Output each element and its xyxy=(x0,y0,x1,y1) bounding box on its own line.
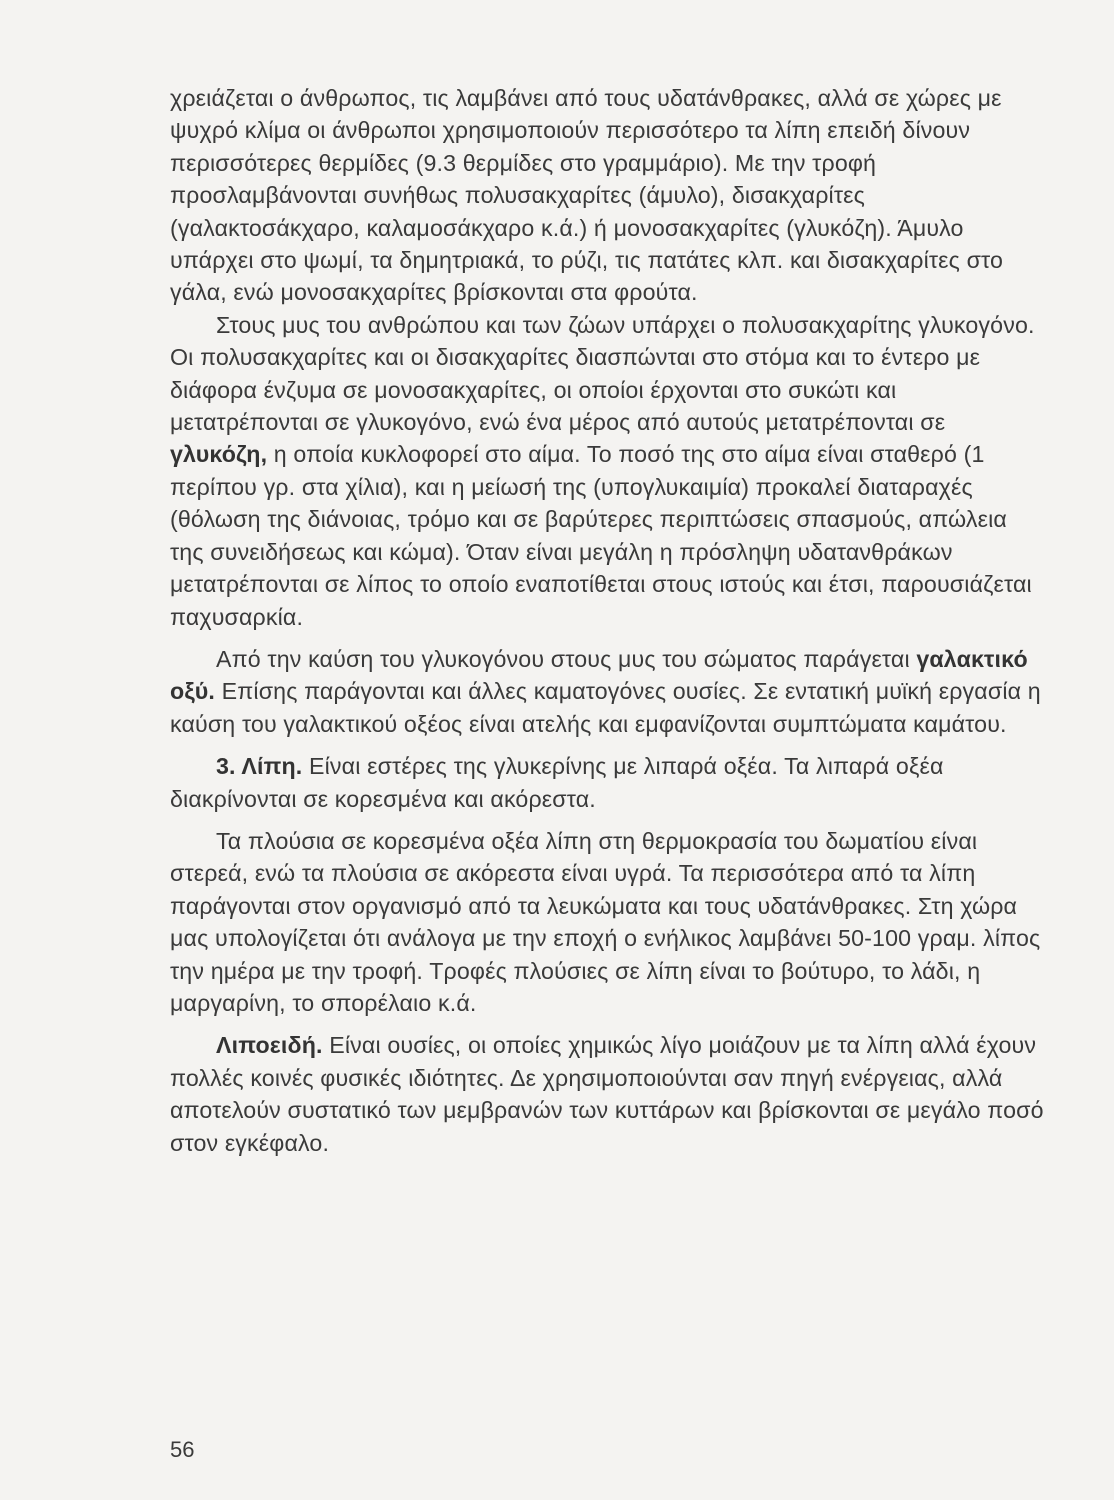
page-number: 56 xyxy=(170,1437,195,1462)
paragraph-glycogen xyxy=(170,309,1046,633)
paragraph-fats xyxy=(170,825,1046,1019)
paragraph-text: χρειάζεται ο άνθρωπος, τις λαμβάνει από τους υδατάνθρακες, αλλά σε χώρες με ψυχρό κλίμα οι άνθρωποι χρησιμοποιούν περισσότερο τα λίπη επειδή δίνουν περισσότερες θερμίδες (9.3 θερμίδες στο γραμμάριο). Με την τροφή προσλαμβάνονται συνήθως πολυσακχαρίτες (άμυλο), δισακχαρίτες (γαλακτοσάκχαρο, καλαμοσάκχαρο κ.ά.) ή μονοσακχαρίτες (γλυκόζη). Άμυλο υπάρχει στο ψωμί, τα δημητριακά, το ρύζι, τις πατάτες κλπ. και δισακχαρίτες στο γάλα, ενώ μονοσακχαρίτες βρίσκονται στα φρούτα. xyxy=(170,85,1004,306)
paragraph-text: Στους μυς του ανθρώπου και των ζώων υπάρχει ο πολυσακχαρίτης γλυκογόνο. Οι πολυσακχαρίτες και οι δισακχαρίτες διασπώνται στο στόμα και το έντερο με διάφορα ένζυμα σε μονοσακχαρίτες, οι οποίοι έρχονται στο συκώτι και μετατρέπονται σε γλυκογόνο, ενώ ένα μέρος από αυτούς μετατρέπονται σε xyxy=(170,311,1035,436)
body-text xyxy=(170,82,1046,1159)
section-heading-fats: 3. Λίπη. xyxy=(216,753,303,780)
paragraph-text: η οποία κυκλοφορεί στο αίμα. Το ποσό της στο αίμα είναι σταθερό (1 περίπου γρ. στα χίλια), και η μείωσή της (υπογλυκαιμία) προκαλεί διαταραχές (θόλωση της διάνοιας, τρόμο και σε βαρύτερες περιπτώσεις σπασμούς, απώλεια της συνειδήσεως και κώμα). Όταν είναι μεγάλη η πρόσληψη υδατανθράκων μετατρέπονται σε λίπος το οποίο εναποτίθεται στους ιστούς και έτσι, παρουσιάζεται παχυσαρκία. xyxy=(170,441,1032,630)
paragraph-text: Είναι εστέρες της γλυκερίνης με λιπαρά οξέα. Τα λιπαρά οξέα διακρίνονται σε κορεσμένα και ακόρεστα. xyxy=(170,753,944,812)
term-lactic-acid: γαλακτικό οξύ. xyxy=(170,645,1028,705)
paragraph-lipoids xyxy=(170,1029,1046,1159)
term-lipoids: Λιποειδή. xyxy=(216,1032,323,1059)
paragraph-text: Επίσης παράγονται και άλλες καματογόνες ουσίες. Σε εντατική μυϊκή εργασία η καύση του γαλακτικού οξέος είναι ατελής και εμφανίζονται συμπτώματα καμάτου. xyxy=(170,678,1041,737)
term-glucose: γλυκόζη, xyxy=(170,441,268,468)
paragraph-text: Τα πλούσια σε κορεσμένα οξέα λίπη στη θερμοκρασία του δωματίου είναι στερεά, ενώ τα πλούσια σε ακόρεστα είναι υγρά. Τα περισσότερα από τα λίπη παράγονται στον οργανισμό από τα λευκώματα και τους υδατάνθρακες. Στη χώρα μας υπολογίζεται ότι ανάλογα με την εποχή ο ενήλικος λαμβάνει 50-100 γραμ. λίπος την ημέρα με την τροφή. Τροφές πλούσιες σε λίπη είναι το βούτυρο, το λάδι, η μαργαρίνη, το σπορέλαιο κ.ά. xyxy=(170,827,1041,1016)
paragraph-lactic-acid xyxy=(170,643,1046,740)
paragraph-carbohydrate-sources xyxy=(170,82,1046,309)
paragraph-fats-heading xyxy=(170,750,1046,815)
paragraph-text: Είναι ουσίες, οι οποίες χημικώς λίγο μοιάζουν με τα λίπη αλλά έχουν πολλές κοινές φυσικές ιδιότητες. Δε χρησιμοποιούνται σαν πηγή ενέργειας, αλλά αποτελούν συστατικό των μεμβρανών των κυττάρων και βρίσκονται σε μεγάλο ποσό στον εγκέφαλο. xyxy=(170,1032,1044,1156)
paragraph-text: Από την καύση του γλυκογόνου στους μυς του σώματος παράγεται xyxy=(216,645,917,672)
